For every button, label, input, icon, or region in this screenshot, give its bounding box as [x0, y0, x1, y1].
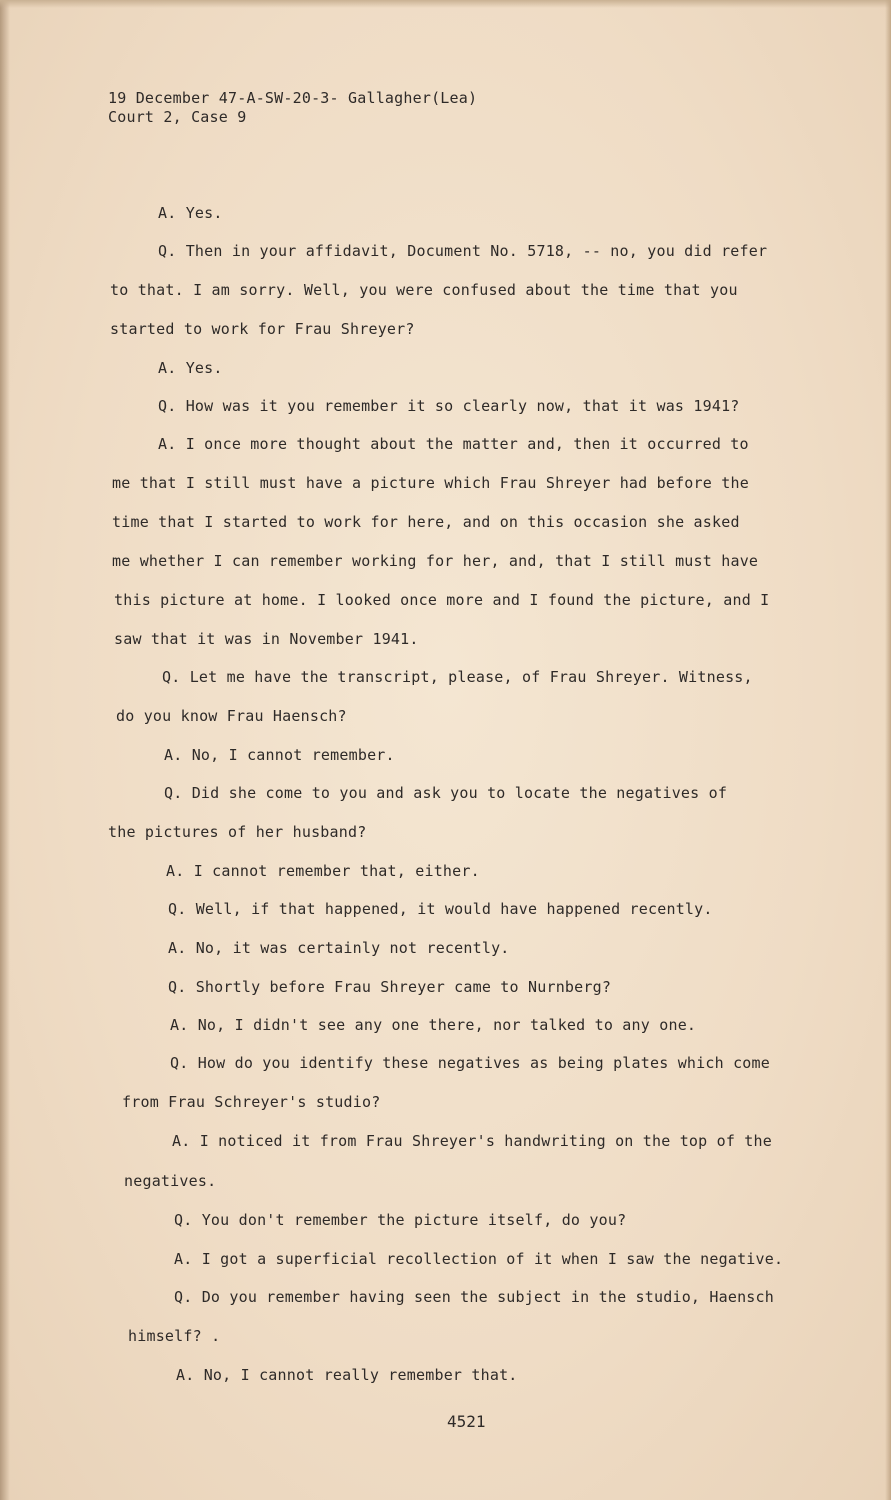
transcript-line: me that I still must have a picture which Frau Shreyer had before the: [112, 474, 749, 492]
transcript-line: himself? .: [128, 1327, 221, 1345]
transcript-line: A. Yes.: [158, 359, 223, 377]
transcript-line: Q. How do you identify these negatives as being plates which come: [170, 1054, 770, 1072]
page-number: 4521: [447, 1412, 486, 1431]
header-court-line: Court 2, Case 9: [108, 108, 247, 126]
transcript-line: do you know Frau Haensch?: [116, 707, 347, 725]
transcript-line: A. Yes.: [158, 204, 223, 222]
transcript-line: saw that it was in November 1941.: [114, 630, 419, 648]
transcript-line: from Frau Schreyer's studio?: [122, 1093, 381, 1111]
transcript-line: A. No, it was certainly not recently.: [168, 939, 510, 957]
page-edge-shadow-right: [885, 0, 891, 1500]
transcript-line: Q. You don't remember the picture itself, do you?: [174, 1211, 627, 1229]
transcript-line: A. No, I cannot really remember that.: [176, 1366, 518, 1384]
transcript-line: Q. Shortly before Frau Shreyer came to Nurnberg?: [168, 978, 612, 996]
transcript-line: A. I noticed it from Frau Shreyer's handwriting on the top of the: [172, 1132, 772, 1150]
transcript-line: A. No, I cannot remember.: [164, 746, 395, 764]
transcript-line: Q. Did she come to you and ask you to locate the negatives of: [164, 784, 728, 802]
transcript-line: Q. Well, if that happened, it would have happened recently.: [168, 900, 713, 918]
page-edge-shadow: [0, 0, 10, 1500]
transcript-line: Q. How was it you remember it so clearly now, that it was 1941?: [158, 397, 740, 415]
header-date-line: 19 December 47-A-SW-20-3- Gallagher(Lea): [108, 89, 478, 107]
transcript-line: the pictures of her husband?: [108, 823, 367, 841]
page-edge-shadow-top: [0, 0, 891, 8]
transcript-line: Q. Then in your affidavit, Document No. 5718, -- no, you did refer: [158, 242, 768, 260]
transcript-line: this picture at home. I looked once more and I found the picture, and I: [114, 591, 770, 609]
transcript-line: started to work for Frau Shreyer?: [110, 320, 415, 338]
transcript-line: A. I got a superficial recollection of it when I saw the negative.: [174, 1250, 784, 1268]
transcript-line: me whether I can remember working for her, and, that I still must have: [112, 552, 759, 570]
transcript-line: to that. I am sorry. Well, you were confused about the time that you: [110, 281, 738, 299]
transcript-line: Q. Do you remember having seen the subject in the studio, Haensch: [174, 1288, 774, 1306]
transcript-line: A. No, I didn't see any one there, nor talked to any one.: [170, 1016, 697, 1034]
transcript-line: time that I started to work for here, and on this occasion she asked: [112, 513, 740, 531]
transcript-line: A. I once more thought about the matter and, then it occurred to: [158, 435, 749, 453]
transcript-line: negatives.: [124, 1172, 217, 1190]
transcript-line: Q. Let me have the transcript, please, of Frau Shreyer. Witness,: [162, 668, 753, 686]
document-header: [108, 89, 477, 127]
transcript-line: A. I cannot remember that, either.: [166, 862, 480, 880]
